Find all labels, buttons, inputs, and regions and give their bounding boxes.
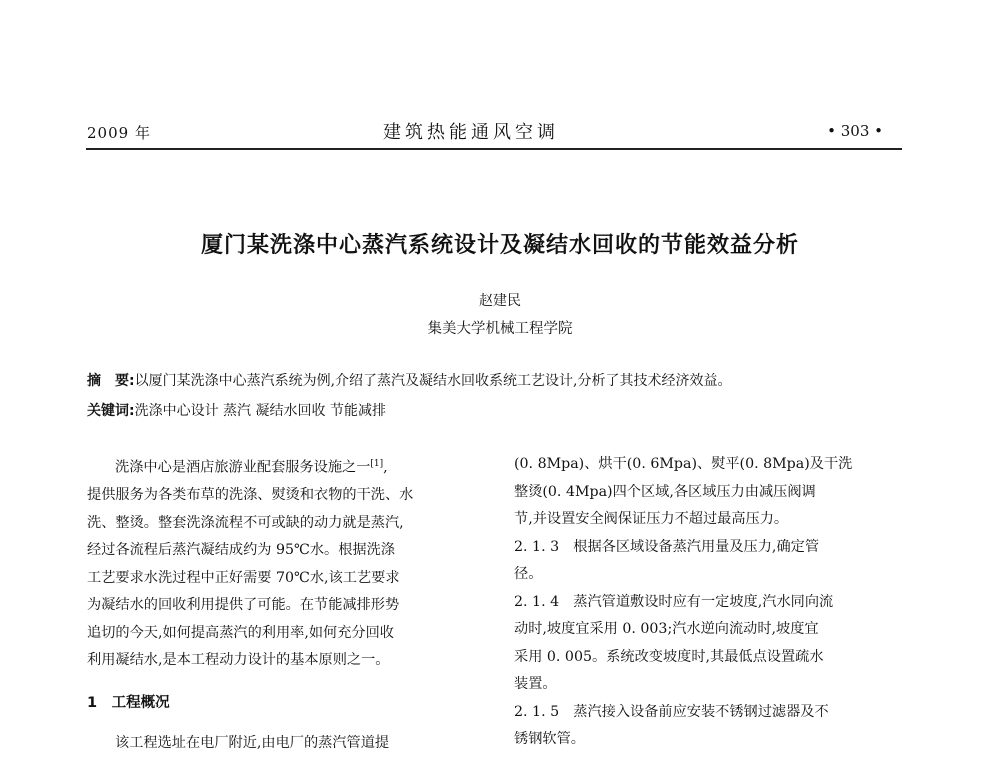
citation-ref: [1] [370, 459, 384, 469]
abstract-text: 以厦门某洗涤中心蒸汽系统为例,介绍了蒸汽及凝结水回收系统工艺设计,分析了其技术经济效益。 [134, 373, 732, 389]
body-line: (0. 8Mpa)、烘干(0. 6Mpa)、熨平(0. 8Mpa)及干洗 [514, 456, 853, 472]
body-line: 装置。 [514, 676, 557, 692]
body-line: 2. 1. 5 蒸汽接入设备前应安装不锈钢过滤器及不 [514, 703, 829, 720]
header-rule [86, 148, 902, 150]
body-line: 锈钢软管。 [514, 731, 585, 747]
header-journal-title: 建筑热能通风空调 [383, 122, 559, 143]
abstract [87, 370, 732, 390]
keywords [87, 400, 386, 420]
body-line: 经过各流程后蒸汽凝结成约为 95℃水。根据洗涤 [87, 542, 395, 559]
keywords-label: 关键词: [87, 403, 135, 419]
body-line: 提供服务为各类布草的洗涤、熨烫和衣物的干洗、水 [87, 487, 414, 504]
body-line: 洗涤中心是酒店旅游业配套服务设施之一[1], [115, 459, 388, 476]
body-line: 采用 0. 005。系统改变坡度时,其最低点设置疏水 [514, 648, 824, 665]
body-line: 2. 1. 4 蒸汽管道敷设时应有一定坡度,汽水同向流 [514, 593, 834, 610]
body-line: 追切的今天,如何提高蒸汽的利用率,如何充分回收 [87, 624, 394, 641]
abstract-label: 摘 要: [87, 373, 135, 389]
header-year: 2009 年 [87, 124, 151, 142]
section-heading: 1 工程概况 [87, 694, 170, 711]
right-column [514, 451, 914, 754]
article-affiliation: 集美大学机械工程学院 [427, 321, 573, 337]
left-column [87, 451, 487, 758]
body-line: 工艺要求水洗过程中正好需要 70℃水,该工艺要求 [87, 569, 400, 586]
keywords-text: 洗涤中心设计 蒸汽 凝结水回收 节能减排 [134, 403, 386, 419]
article-author: 赵建民 [479, 293, 521, 309]
body-line: 动时,坡度宜采用 0. 003;汽水逆向流动时,坡度宜 [514, 621, 819, 637]
body-line: 径。 [514, 566, 543, 582]
body-line: 利用凝结水,是本工程动力设计的基本原则之一。 [87, 652, 390, 669]
body-line: 洗、整烫。整套洗涤流程不可或缺的动力就是蒸汽, [87, 514, 404, 531]
body-line-text: 洗涤中心是酒店旅游业配套服务设施之一 [115, 459, 371, 476]
body-line: 该工程选址在电厂附近,由电厂的蒸汽管道提 [115, 735, 390, 752]
body-line: 节,并设置安全阀保证压力不超过最高压力。 [514, 511, 789, 527]
body-line: 2. 1. 3 根据各区域设备蒸汽用量及压力,确定管 [514, 538, 820, 555]
header-page-number: • 303 • [827, 122, 883, 140]
article-title: 厦门某洗涤中心蒸汽系统设计及凝结水回收的节能效益分析 [200, 233, 799, 258]
body-line: 为凝结水的回收利用提供了可能。在节能减排形势 [87, 597, 400, 614]
body-line: 整烫(0. 4Mpa)四个区域,各区域压力由减压阀调 [514, 483, 816, 500]
